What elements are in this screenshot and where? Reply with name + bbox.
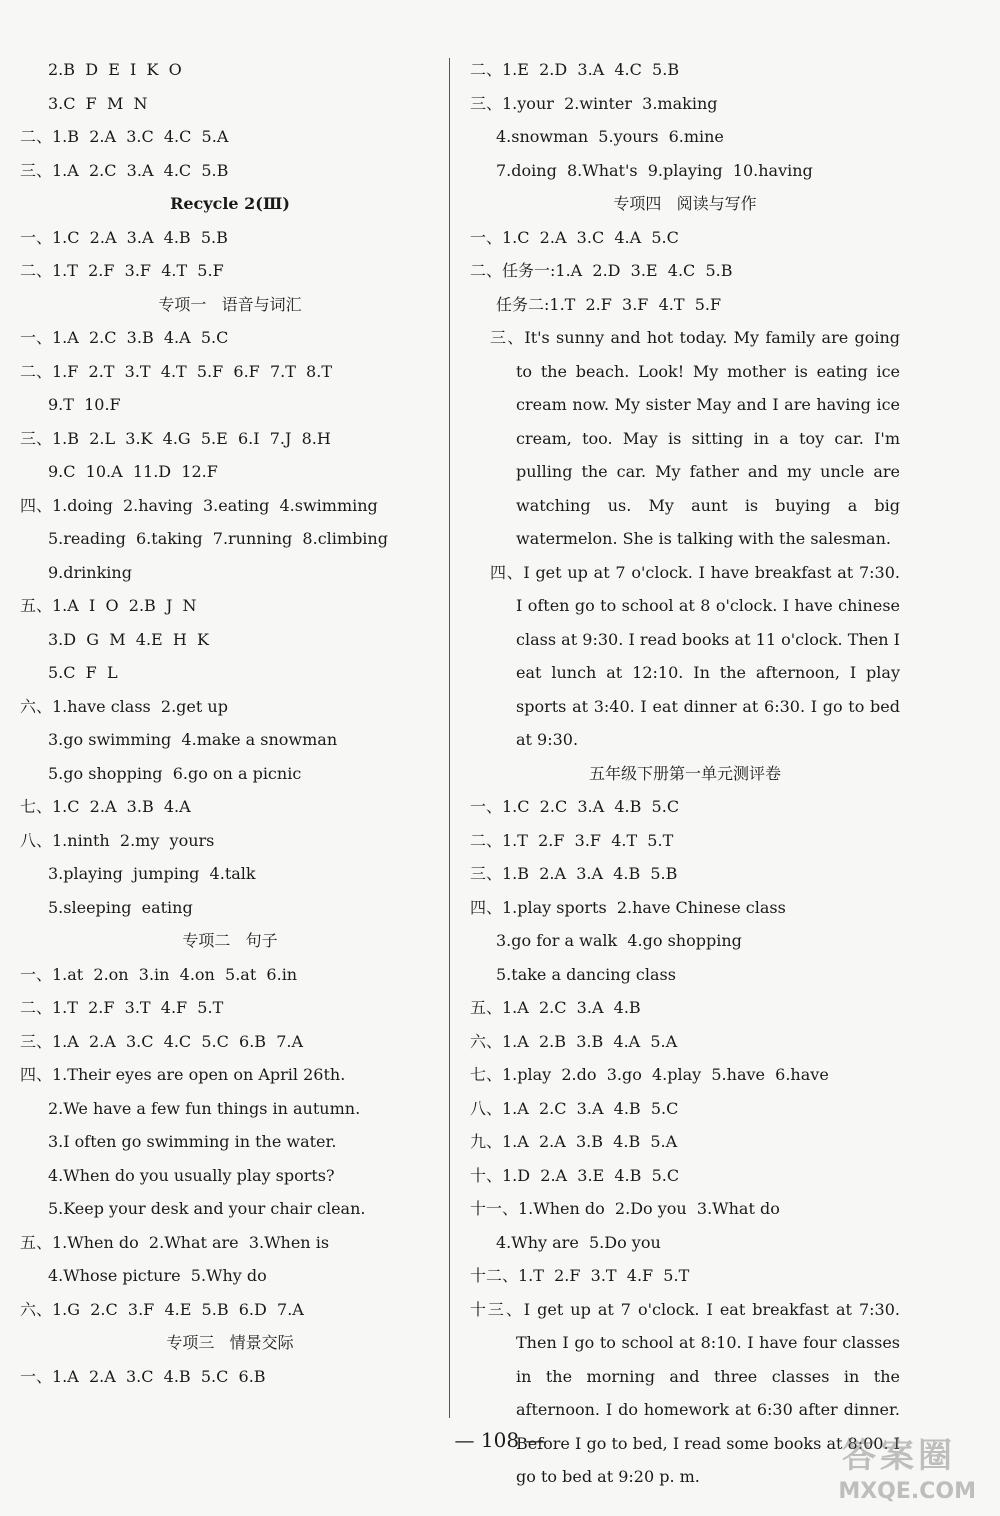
answer-line: 一、1.C 2.A 3.C 4.A 5.C — [470, 227, 679, 247]
answer-line: 4.When do you usually play sports? — [48, 1165, 335, 1185]
answer-line: 九、1.A 2.A 3.B 4.B 5.A — [470, 1132, 678, 1151]
answer-line: 二、1.B 2.A 3.C 4.C 5.A — [20, 127, 229, 146]
answer-line: 十二、1.T 2.F 3.T 4.F 5.T — [470, 1266, 690, 1285]
answer-line: 七、1.C 2.A 3.B 4.A — [20, 797, 191, 816]
answer-line: 二、1.T 2.F 3.T 4.F 5.T — [20, 998, 224, 1017]
answer-line: 9.C 10.A 11.D 12.F — [48, 462, 218, 481]
section-heading: 专项一 语音与词汇 — [158, 294, 302, 314]
answer-line: 二、1.E 2.D 3.A 4.C 5.B — [470, 60, 680, 79]
right-column — [470, 53, 900, 1494]
answer-line: 3.C F M N — [48, 93, 148, 113]
answer-line: 二、任务一:1.A 2.D 3.E 4.C 5.B — [470, 261, 733, 280]
answer-line: 二、1.T 2.F 3.F 4.T 5.T — [470, 830, 674, 850]
watermark-logo: 答案圈 MXQE.COM — [838, 1436, 976, 1504]
answer-line: 9.drinking — [48, 562, 132, 582]
answer-line: 3.go swimming 4.make a snowman — [48, 730, 338, 749]
answer-line: 二、1.F 2.T 3.T 4.T 5.F 6.F 7.T 8.T — [20, 361, 332, 381]
section-heading: 五年级下册第一单元测评卷 — [588, 763, 781, 783]
answer-line: 3.go for a walk 4.go shopping — [496, 931, 742, 950]
answer-line: 2.We have a few fun things in autumn. — [48, 1098, 361, 1118]
answer-line: 五、1.When do 2.What are 3.When is — [20, 1232, 330, 1252]
answer-line: 5.C F L — [48, 663, 118, 682]
answer-line: 5.reading 6.taking 7.running 8.climbing — [48, 529, 388, 548]
answer-line: 四、1.play sports 2.have Chinese class — [470, 897, 786, 917]
answer-line: 十一、1.When do 2.Do you 3.What do — [470, 1199, 780, 1218]
answer-line: 八、1.ninth 2.my yours — [20, 830, 215, 850]
answer-paragraph-13: 十三、I get up at 7 o'clock. I eat breakfast at 7:30. Then I go to school at 8:10. I have four classes in the morning and three classes in the afternoon. I do homework at 6:30 after dinner. Before I go to bed, I read some books at 8:00. I go to bed at 9:20 p. m. — [470, 1299, 900, 1486]
answer-line: 三、1.A 2.A 3.C 4.C 5.C 6.B 7.A — [20, 1031, 304, 1051]
answer-line: 5.go shopping 6.go on a picnic — [48, 763, 302, 783]
answer-line: 一、1.A 2.A 3.C 4.B 5.C 6.B — [20, 1366, 266, 1386]
answer-line: 3.playing jumping 4.talk — [48, 864, 256, 883]
answer-paragraph-4: 四、I get up at 7 o'clock. I have breakfast at 7:30. I often go to school at 8 o'clock. I have chinese class at 9:30. I read books at 11 o'clock. Then I eat lunch at 12:10. In the afternoon, I play sports at 3:40. I eat dinner at 6:30. I go to bed at 9:30. — [490, 562, 900, 749]
answer-line: 六、1.A 2.B 3.B 4.A 5.A — [470, 1031, 678, 1051]
answer-line: 七、1.play 2.do 3.go 4.play 5.have 6.have — [470, 1065, 829, 1084]
answer-line: 5.take a dancing class — [496, 964, 676, 984]
left-column — [20, 53, 440, 1393]
answer-line: 六、1.G 2.C 3.F 4.E 5.B 6.D 7.A — [20, 1299, 304, 1319]
answer-line: 六、1.have class 2.get up — [20, 696, 228, 716]
answer-line: 五、1.A 2.C 3.A 4.B — [470, 998, 641, 1017]
answer-line: 7.doing 8.What's 9.playing 10.having — [496, 160, 813, 180]
answer-line: 任务二:1.T 2.F 3.F 4.T 5.F — [496, 294, 722, 314]
answer-line: 一、1.C 2.C 3.A 4.B 5.C — [470, 797, 680, 816]
section-heading: 专项四 阅读与写作 — [613, 194, 757, 213]
answer-line: 三、1.B 2.L 3.K 4.G 5.E 6.I 7.J 8.H — [20, 428, 331, 448]
answer-line: 4.Why are 5.Do you — [496, 1232, 661, 1252]
column-divider — [449, 58, 450, 1418]
answer-line: 四、1.doing 2.having 3.eating 4.swimming — [20, 495, 378, 515]
section-heading: Recycle 2(Ⅲ) — [170, 194, 290, 213]
answer-line: 3.I often go swimming in the water. — [48, 1132, 337, 1151]
answer-line: 三、1.A 2.C 3.A 4.C 5.B — [20, 160, 229, 180]
section-heading: 专项二 句子 — [182, 931, 278, 950]
answer-line: 八、1.A 2.C 3.A 4.B 5.C — [470, 1098, 679, 1118]
answer-line: 三、1.B 2.A 3.A 4.B 5.B — [470, 864, 678, 883]
answer-line: 9.T 10.F — [48, 395, 121, 414]
answer-line: 五、1.A I O 2.B J N — [20, 596, 197, 615]
page-number: — 108 — — [454, 1428, 546, 1452]
answer-line: 3.D G M 4.E H K — [48, 629, 209, 649]
answer-line: 一、1.A 2.C 3.B 4.A 5.C — [20, 328, 229, 347]
answer-line: 2.B D E I K O — [48, 60, 182, 79]
answer-line: 二、1.T 2.F 3.F 4.T 5.F — [20, 261, 224, 280]
answer-line: 一、1.C 2.A 3.A 4.B 5.B — [20, 227, 228, 247]
answer-line: 一、1.at 2.on 3.in 4.on 5.at 6.in — [20, 964, 298, 984]
answer-line: 5.Keep your desk and your chair clean. — [48, 1199, 366, 1218]
answer-line: 三、1.your 2.winter 3.making — [470, 93, 718, 113]
answer-line: 4.Whose picture 5.Why do — [48, 1266, 267, 1285]
answer-line: 四、1.Their eyes are open on April 26th. — [20, 1065, 346, 1084]
answer-line: 5.sleeping eating — [48, 897, 193, 917]
section-heading: 专项三 情景交际 — [166, 1333, 294, 1352]
answer-paragraph-3: 三、It's sunny and hot today. My family are going to the beach. Look! My mother is eating ice cream now. My sister May and I are having ice cream, too. May is sitting in a toy car. I'm pulling the car. My father and my uncle are watching us. My aunt is buying a big watermelon. She is talking with the salesman. — [490, 328, 900, 548]
answer-line: 4.snowman 5.yours 6.mine — [496, 127, 724, 146]
answer-line: 十、1.D 2.A 3.E 4.B 5.C — [470, 1165, 680, 1185]
